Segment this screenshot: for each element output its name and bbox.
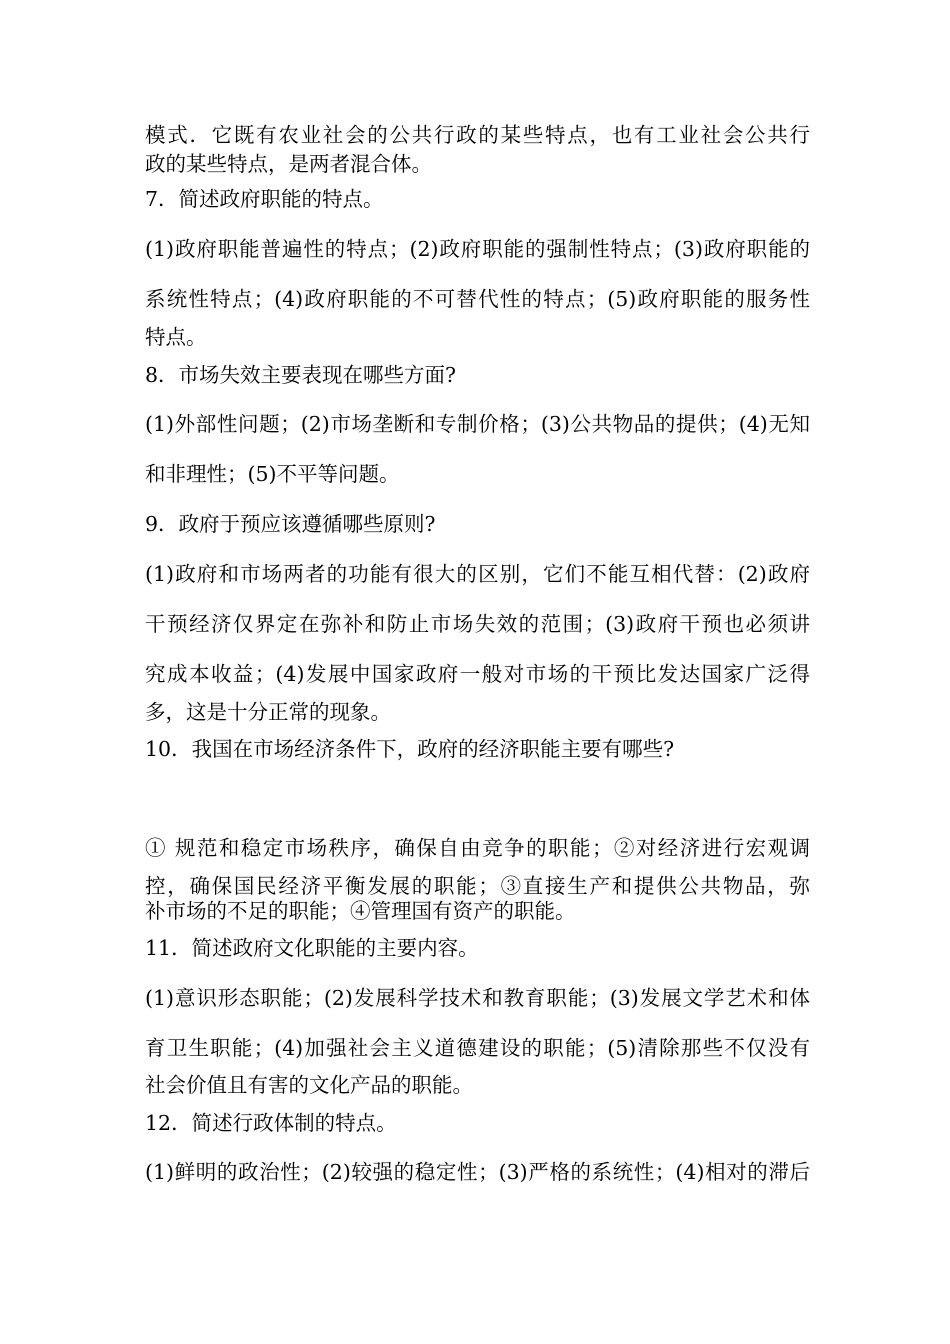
text-line: 育卫生职能；(4)加强社会主义道德建设的职能；(5)清除那些不仅没有 <box>145 1036 810 1060</box>
text-line: 究成本收益；(4)发展中国家政府一般对市场的干预比发达国家广泛得 <box>145 662 810 686</box>
text-line: 系统性特点；(4)政府职能的不可替代性的特点；(5)政府职能的服务性 <box>145 287 810 311</box>
text-line: (1)政府职能普遍性的特点；(2)政府职能的强制性特点；(3)政府职能的 <box>145 237 810 261</box>
text-line: 社会价值且有害的文化产品的职能。 <box>145 1073 473 1097</box>
question-heading: 7．简述政府职能的特点。 <box>145 187 384 211</box>
text-line: 补市场的不足的职能；④管理国有资产的职能。 <box>145 899 576 923</box>
question-heading: 12．简述行政体制的特点。 <box>145 1111 397 1135</box>
text-line: ① 规范和稳定市场秩序，确保自由竞争的职能；②对经济进行宏观调 <box>145 836 810 860</box>
question-heading: 11．简述政府文化职能的主要内容。 <box>145 936 479 960</box>
text-line: 干预经济仅界定在弥补和防止市场失效的范围；(3)政府干预也必须讲 <box>145 612 810 636</box>
question-heading: 10．我国在市场经济条件下，政府的经济职能主要有哪些? <box>145 737 675 761</box>
text-line: 多，这是十分正常的现象。 <box>145 700 391 724</box>
text-line: 模式．它既有农业社会的公共行政的某些特点，也有工业社会公共行 <box>145 123 810 147</box>
text-line: (1)外部性问题；(2)市场垄断和专制价格；(3)公共物品的提供；(4)无知 <box>145 412 810 436</box>
text-line: (1)鲜明的政治性；(2)较强的稳定性；(3)严格的系统性；(4)相对的滞后 <box>145 1160 810 1184</box>
question-heading: 9．政府于预应该遵循哪些原则? <box>145 512 436 536</box>
text-line: 控，确保国民经济平衡发展的职能；③直接生产和提供公共物品，弥 <box>145 874 810 898</box>
text-line: (1)政府和市场两者的功能有很大的区别，它们不能互相代替：(2)政府 <box>145 562 810 586</box>
text-line: (1)意识形态职能；(2)发展科学技术和教育职能；(3)发展文学艺术和体 <box>145 986 810 1010</box>
text-line: 和非理性；(5)不平等问题。 <box>145 462 400 486</box>
text-line: 政的某些特点，是两者混合体。 <box>145 152 432 176</box>
question-heading: 8．市场失效主要表现在哪些方面? <box>145 363 457 387</box>
text-line: 特点。 <box>145 325 207 349</box>
